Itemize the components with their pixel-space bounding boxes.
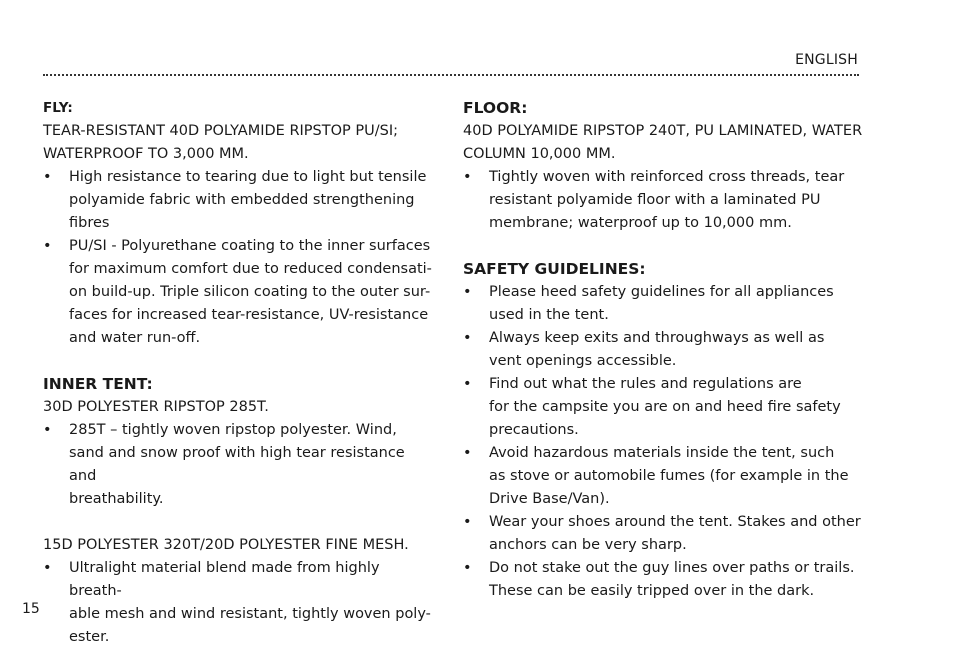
- mesh-bullet-list: [43, 557, 435, 649]
- fly-section: [43, 97, 435, 350]
- list-item-text: Do not stake out the guy lines over paths or trails. These can be easily tripped over in the dark.: [489, 560, 855, 599]
- list-item: [43, 235, 435, 350]
- right-column: [463, 97, 865, 603]
- inner-tent-bullet-list: [43, 419, 435, 511]
- list-item: [463, 511, 865, 557]
- list-item-text: Find out what the rules and regulations are for the campsite you are on and heed fire safety precautions.: [489, 376, 841, 438]
- left-column: [43, 97, 435, 649]
- floor-spec-line: COLUMN 10,000 MM.: [463, 146, 616, 162]
- list-item-text: Tightly woven with reinforced cross threads, tear resistant polyamide floor with a laminated PU membrane; waterproof up to 10,000 mm.: [489, 169, 845, 231]
- bullet-icon: •: [463, 169, 472, 185]
- spacer: [463, 235, 865, 258]
- fly-heading: FLY:: [43, 100, 73, 116]
- list-item-text: Please heed safety guidelines for all appliances used in the tent.: [489, 284, 834, 323]
- list-item-text: Ultralight material blend made from highly breath- able mesh and wind resistant, tightly woven poly- ester.: [69, 560, 431, 645]
- spacer: [43, 350, 435, 373]
- bullet-icon: •: [463, 514, 472, 530]
- floor-heading: FLOOR:: [463, 99, 528, 117]
- list-item-text: Wear your shoes around the tent. Stakes and other anchors can be very sharp.: [489, 514, 861, 553]
- floor-spec-line: 40D POLYAMIDE RIPSTOP 240T, PU LAMINATED, WATER: [463, 123, 863, 139]
- safety-heading: SAFETY GUIDELINES:: [463, 260, 646, 278]
- list-item-text: Always keep exits and throughways as well as vent openings accessible.: [489, 330, 825, 369]
- fly-spec-line: TEAR-RESISTANT 40D POLYAMIDE RIPSTOP PU/SI;: [43, 123, 398, 139]
- inner-tent-spec-line: 30D POLYESTER RIPSTOP 285T.: [43, 399, 269, 415]
- list-item-text: 285T – tightly woven ripstop polyester. Wind, sand and snow proof with high tear resistance and breathability.: [69, 422, 405, 507]
- list-item-text: High resistance to tearing due to light but tensile polyamide fabric with embedded strengthening fibres: [69, 169, 427, 231]
- bullet-icon: •: [43, 169, 52, 185]
- bullet-icon: •: [43, 560, 52, 576]
- list-item: [463, 166, 865, 235]
- bullet-icon: •: [43, 422, 52, 438]
- list-item-text: Avoid hazardous materials inside the tent, such as stove or automobile fumes (for example in the Drive Base/Van).: [489, 445, 849, 507]
- bullet-icon: •: [463, 376, 472, 392]
- list-item: [43, 166, 435, 235]
- bullet-icon: •: [43, 238, 52, 254]
- list-item: [463, 557, 865, 603]
- list-item: [43, 557, 435, 649]
- safety-bullet-list: [463, 281, 865, 603]
- list-item: [463, 373, 865, 442]
- fly-bullet-list: [43, 166, 435, 350]
- spacer: [43, 511, 435, 534]
- bullet-icon: •: [463, 330, 472, 346]
- floor-bullet-list: [463, 166, 865, 235]
- list-item: [463, 442, 865, 511]
- bullet-icon: •: [463, 560, 472, 576]
- bullet-icon: •: [463, 284, 472, 300]
- page-number: 15: [22, 601, 40, 617]
- safety-section: [463, 258, 865, 603]
- inner-tent-section: [43, 373, 435, 649]
- language-label: ENGLISH: [795, 52, 858, 68]
- list-item: [463, 281, 865, 327]
- floor-section: [463, 97, 865, 235]
- fly-spec-line: WATERPROOF TO 3,000 MM.: [43, 146, 249, 162]
- inner-tent-heading: INNER TENT:: [43, 375, 153, 393]
- list-item: [43, 419, 435, 511]
- mesh-spec-line: 15D POLYESTER 320T/20D POLYESTER FINE MESH.: [43, 537, 409, 553]
- list-item-text: PU/SI - Polyurethane coating to the inner surfaces for maximum comfort due to reduced condensati- on build-up. Triple silicon coating to the outer sur- faces for increased tear-resistance, UV-resistance and water run-off.: [69, 238, 432, 346]
- list-item: [463, 327, 865, 373]
- bullet-icon: •: [463, 445, 472, 461]
- dotted-divider: [43, 74, 859, 76]
